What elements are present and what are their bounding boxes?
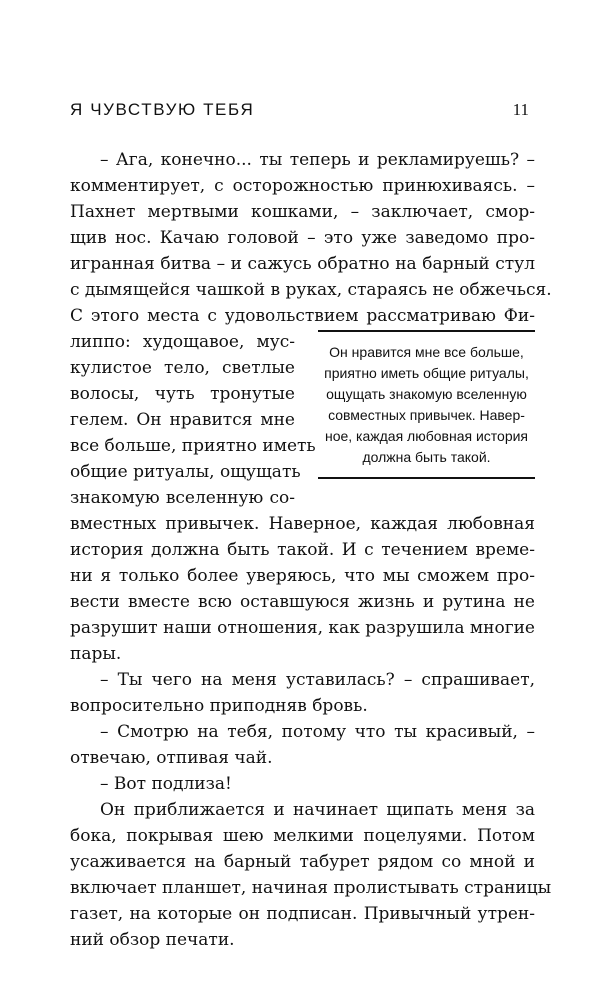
running-header-title: Я ЧУВСТВУЮ ТЕБЯ <box>70 100 255 119</box>
pull-quote <box>318 330 535 479</box>
text-line: Пахнет мертвыми кошками, – заключает, смор- <box>70 202 535 222</box>
text-line: ни я только более уверяюсь, что мы сможем про- <box>70 566 535 586</box>
pull-quote-line: совместных привычек. Навер- <box>328 407 525 423</box>
text-line: бока, покрывая шею мелкими поцелуями. Потом <box>70 826 535 846</box>
text-line: включает планшет, начиная пролистывать страницы <box>70 878 552 898</box>
text-line: ний обзор печати. <box>70 930 235 950</box>
text-line: вести вместе всю оставшуюся жизнь и рутина не <box>70 592 535 612</box>
text-line: – Ты чего на меня уставилась? – спрашивает, <box>100 670 535 690</box>
text-line: все больше, приятно иметь <box>70 436 316 456</box>
text-line: отвечаю, отпивая чай. <box>70 748 273 768</box>
pull-quote-line: ощущать знакомую вселенную <box>326 386 527 402</box>
pull-quote-line: должна быть такой. <box>362 449 491 465</box>
page-number: 11 <box>512 100 529 119</box>
text-line: липпо: худощавое, мус- <box>70 332 295 352</box>
text-line: газет, на которые он подписан. Привычный утрен- <box>70 904 535 924</box>
text-line: усаживается на барный табурет рядом со мной и <box>70 852 535 872</box>
text-line: история должна быть такой. И с течением време- <box>70 540 535 560</box>
text-line: С этого места с удовольствием рассматриваю Фи- <box>70 306 535 326</box>
text-line: гелем. Он нравится мне <box>70 410 295 430</box>
text-line: знакомую вселенную со- <box>70 488 295 508</box>
text-line: с дымящейся чашкой в руках, стараясь не обжечься. <box>70 280 552 300</box>
text-line: – Смотрю на тебя, потому что ты красивый, – <box>100 722 535 742</box>
text-line: Он приближается и начинает щипать меня за <box>100 800 535 820</box>
text-line: общие ритуалы, ощущать <box>70 462 301 482</box>
text-line: комментирует, с осторожностью принюхиваясь. – <box>70 176 535 196</box>
text-line: кулистое тело, светлые <box>70 358 295 378</box>
text-line: игранная битва – и сажусь обратно на барный стул <box>70 254 535 274</box>
text-line: волосы, чуть тронутые <box>70 384 295 404</box>
text-line: разрушит наши отношения, как разрушила многие <box>70 618 535 638</box>
pull-quote-line: ное, каждая любовная история <box>324 428 529 444</box>
text-line: вместных привычек. Наверное, каждая любовная <box>70 514 535 534</box>
text-line: щив нос. Качаю головой – это уже заведомо про- <box>70 228 535 248</box>
text-line: – Вот подлиза! <box>100 774 232 794</box>
text-line: вопросительно приподняв бровь. <box>70 696 368 716</box>
pull-quote-line: приятно иметь общие ритуалы, <box>324 365 529 381</box>
text-line: пары. <box>70 644 122 664</box>
pull-quote-line: Он нравится мне все больше, <box>329 344 524 360</box>
text-line: – Ага, конечно... ты теперь и рекламируешь? – <box>100 150 535 170</box>
